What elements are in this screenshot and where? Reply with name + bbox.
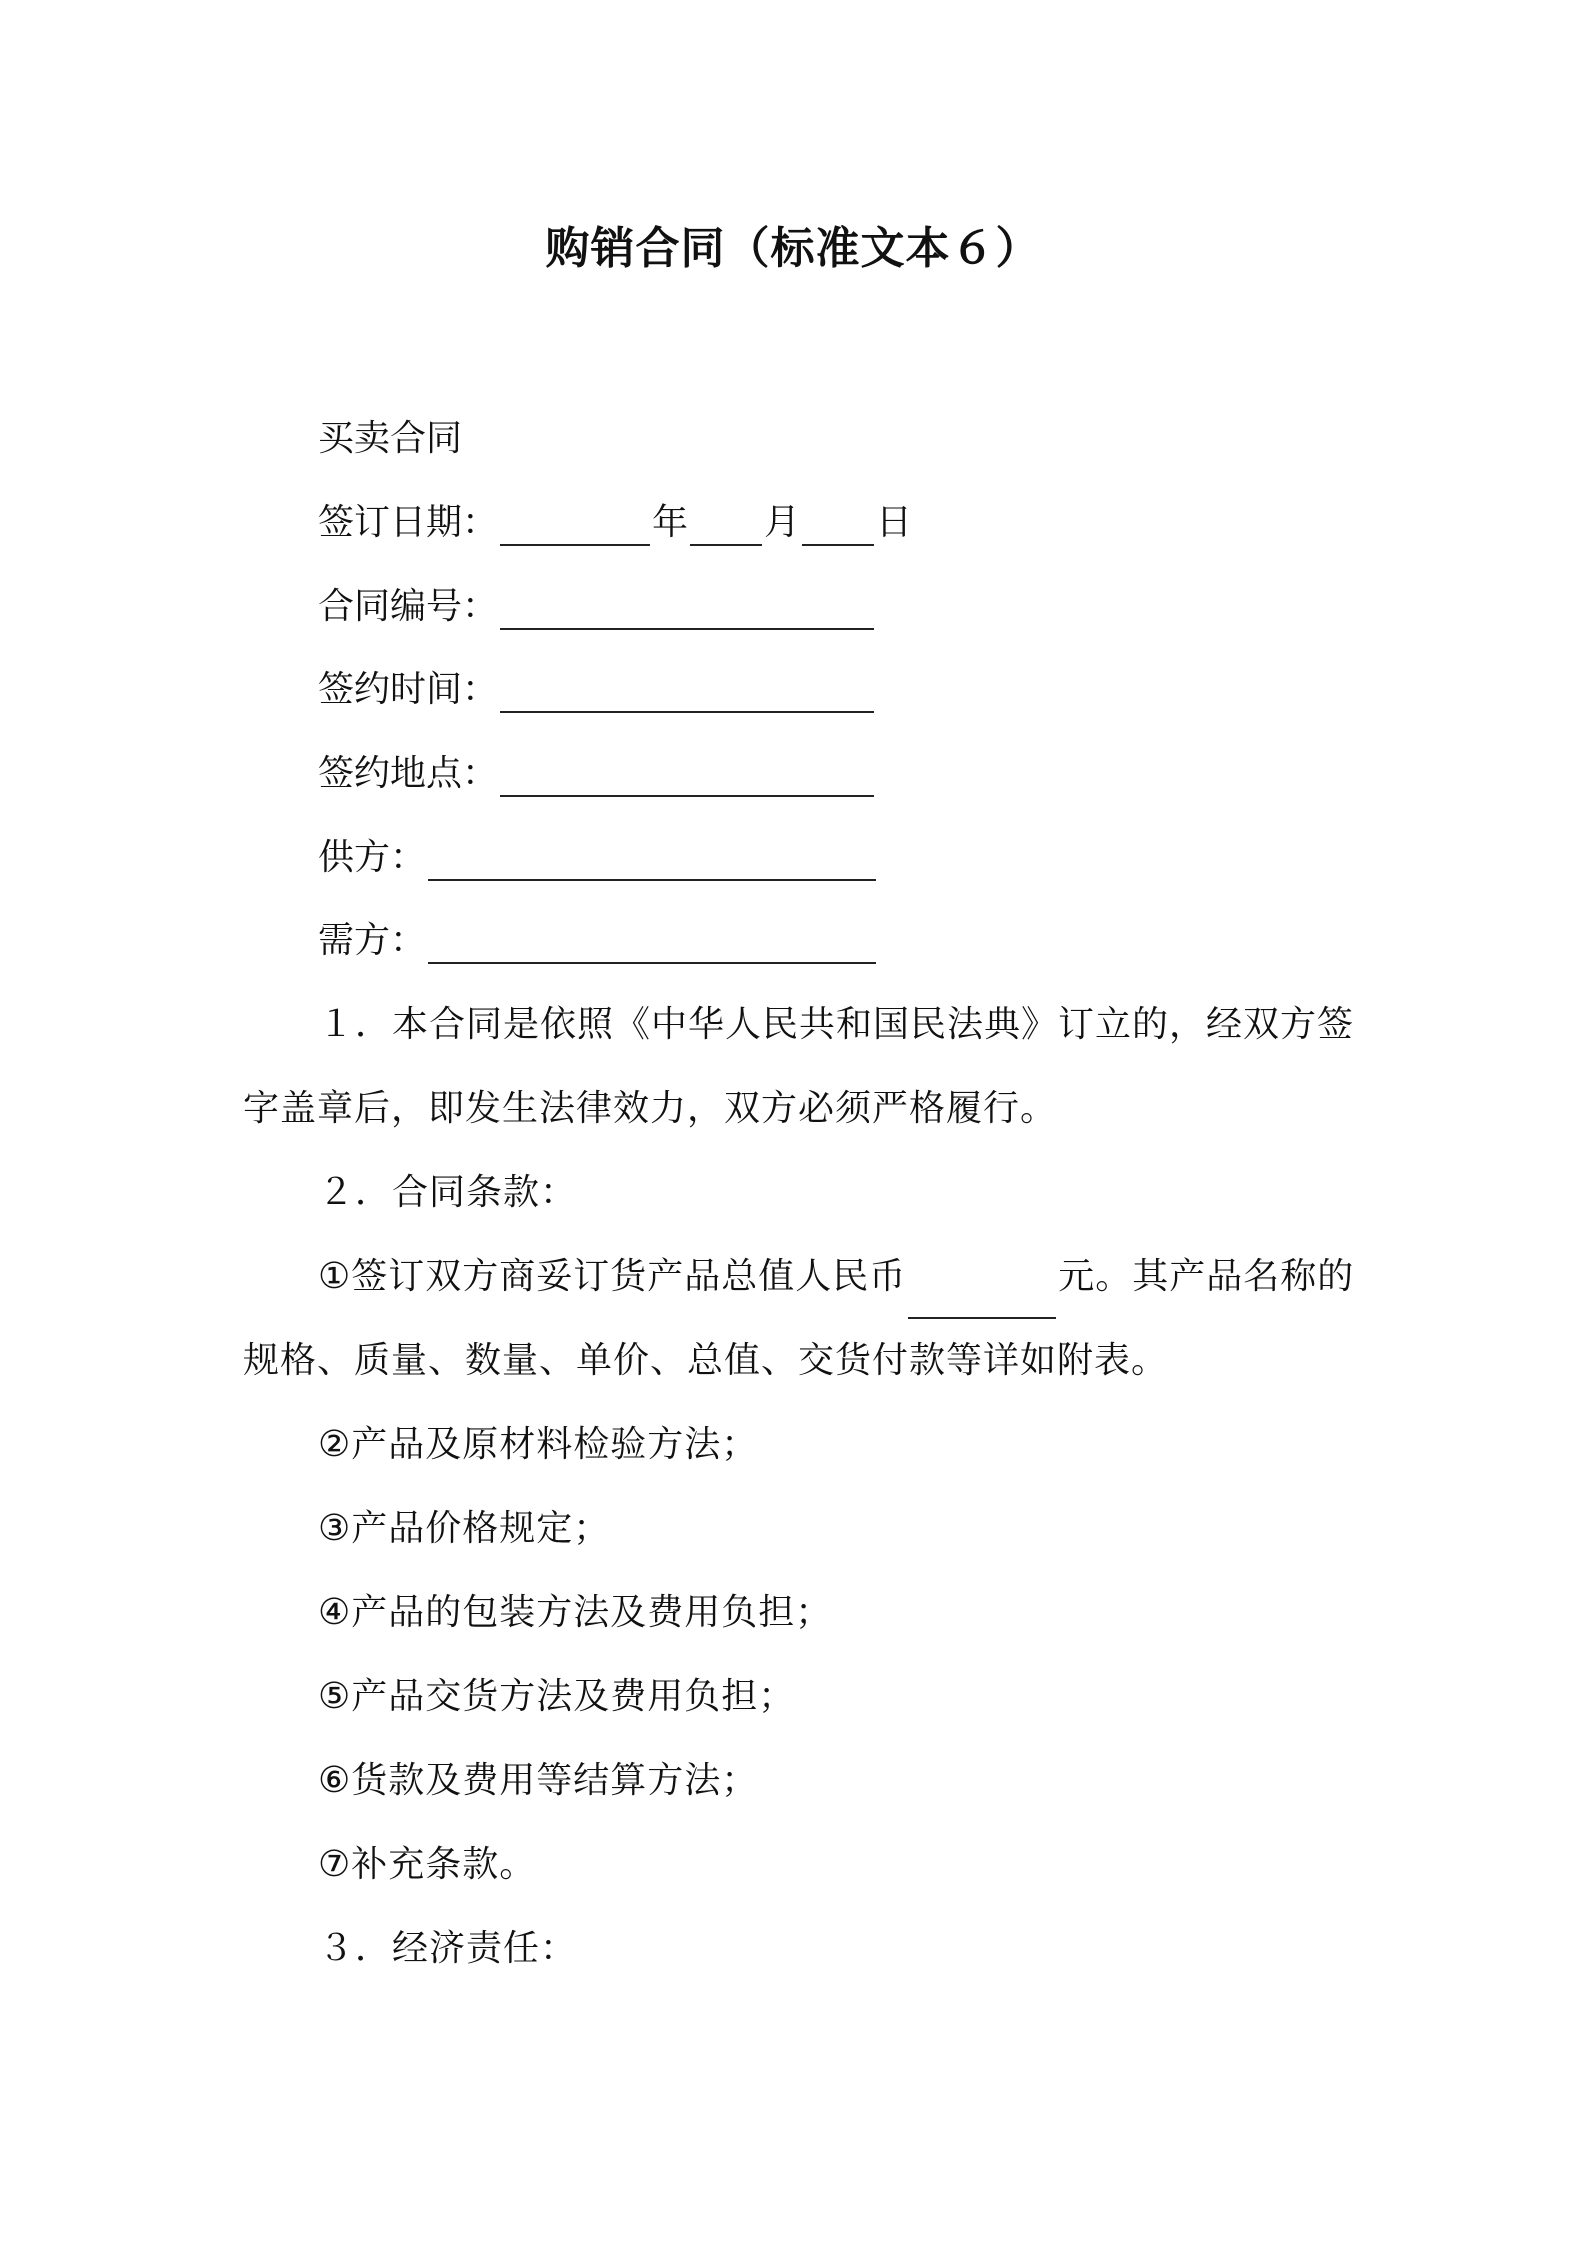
item-1-text-b: 元。其产品名称的规格、质量、数量、单价、总值、交货付款等详如附表。	[243, 1256, 1355, 1381]
sign-date-label: 签订日期：	[318, 502, 499, 543]
month-blank	[690, 508, 762, 546]
supplier-blank	[428, 843, 876, 881]
sign-place-label: 签约地点：	[318, 753, 499, 794]
clause-3-heading: ３．经济责任：	[318, 1928, 578, 1969]
document-title: 购销合同（标准文本６）	[545, 223, 1041, 274]
day-label: 日	[876, 502, 913, 543]
buyer-blank	[428, 926, 876, 964]
clause-2-item-2: ②产品及原材料检验方法；	[318, 1424, 759, 1465]
contract-no-label: 合同编号：	[318, 586, 499, 627]
contract-type: 买卖合同	[318, 418, 463, 459]
year-label: 年	[652, 502, 689, 543]
total-value-blank	[908, 1281, 1056, 1319]
day-blank	[802, 508, 874, 546]
month-label: 月	[764, 502, 801, 543]
year-blank	[500, 508, 650, 546]
contract-no-blank	[500, 592, 874, 630]
clause-2-item-6: ⑥货款及费用等结算方法；	[318, 1760, 759, 1801]
sign-date-row	[318, 500, 912, 546]
clause-2-item-7: ⑦补充条款。	[318, 1844, 537, 1885]
sign-time-blank	[500, 675, 874, 713]
sign-place-blank	[500, 759, 874, 797]
buyer-row	[318, 918, 878, 964]
clause-1: １．本合同是依照《中华人民共和国民法典》订立的，经双方签字盖章后，即发生法律效力，双方必须严格履行。	[243, 1004, 1355, 1129]
item-1-text-a: ①签订双方商妥订货产品总值人民币	[318, 1256, 907, 1297]
supplier-label: 供方：	[318, 837, 427, 878]
sign-time-label: 签约时间：	[318, 669, 499, 710]
clause-2-item-4: ④产品的包装方法及费用负担；	[318, 1592, 833, 1633]
clause-2-item-5: ⑤产品交货方法及费用负担；	[318, 1676, 796, 1717]
clause-2-item-3: ③产品价格规定；	[318, 1508, 611, 1549]
clause-2-heading: ２．合同条款：	[318, 1172, 578, 1213]
clause-2-item-1	[243, 1235, 1363, 1403]
sign-place-row	[318, 751, 876, 797]
buyer-label: 需方：	[318, 920, 427, 961]
sign-time-row	[318, 667, 876, 713]
supplier-row	[318, 835, 878, 881]
contract-no-row	[318, 584, 876, 630]
